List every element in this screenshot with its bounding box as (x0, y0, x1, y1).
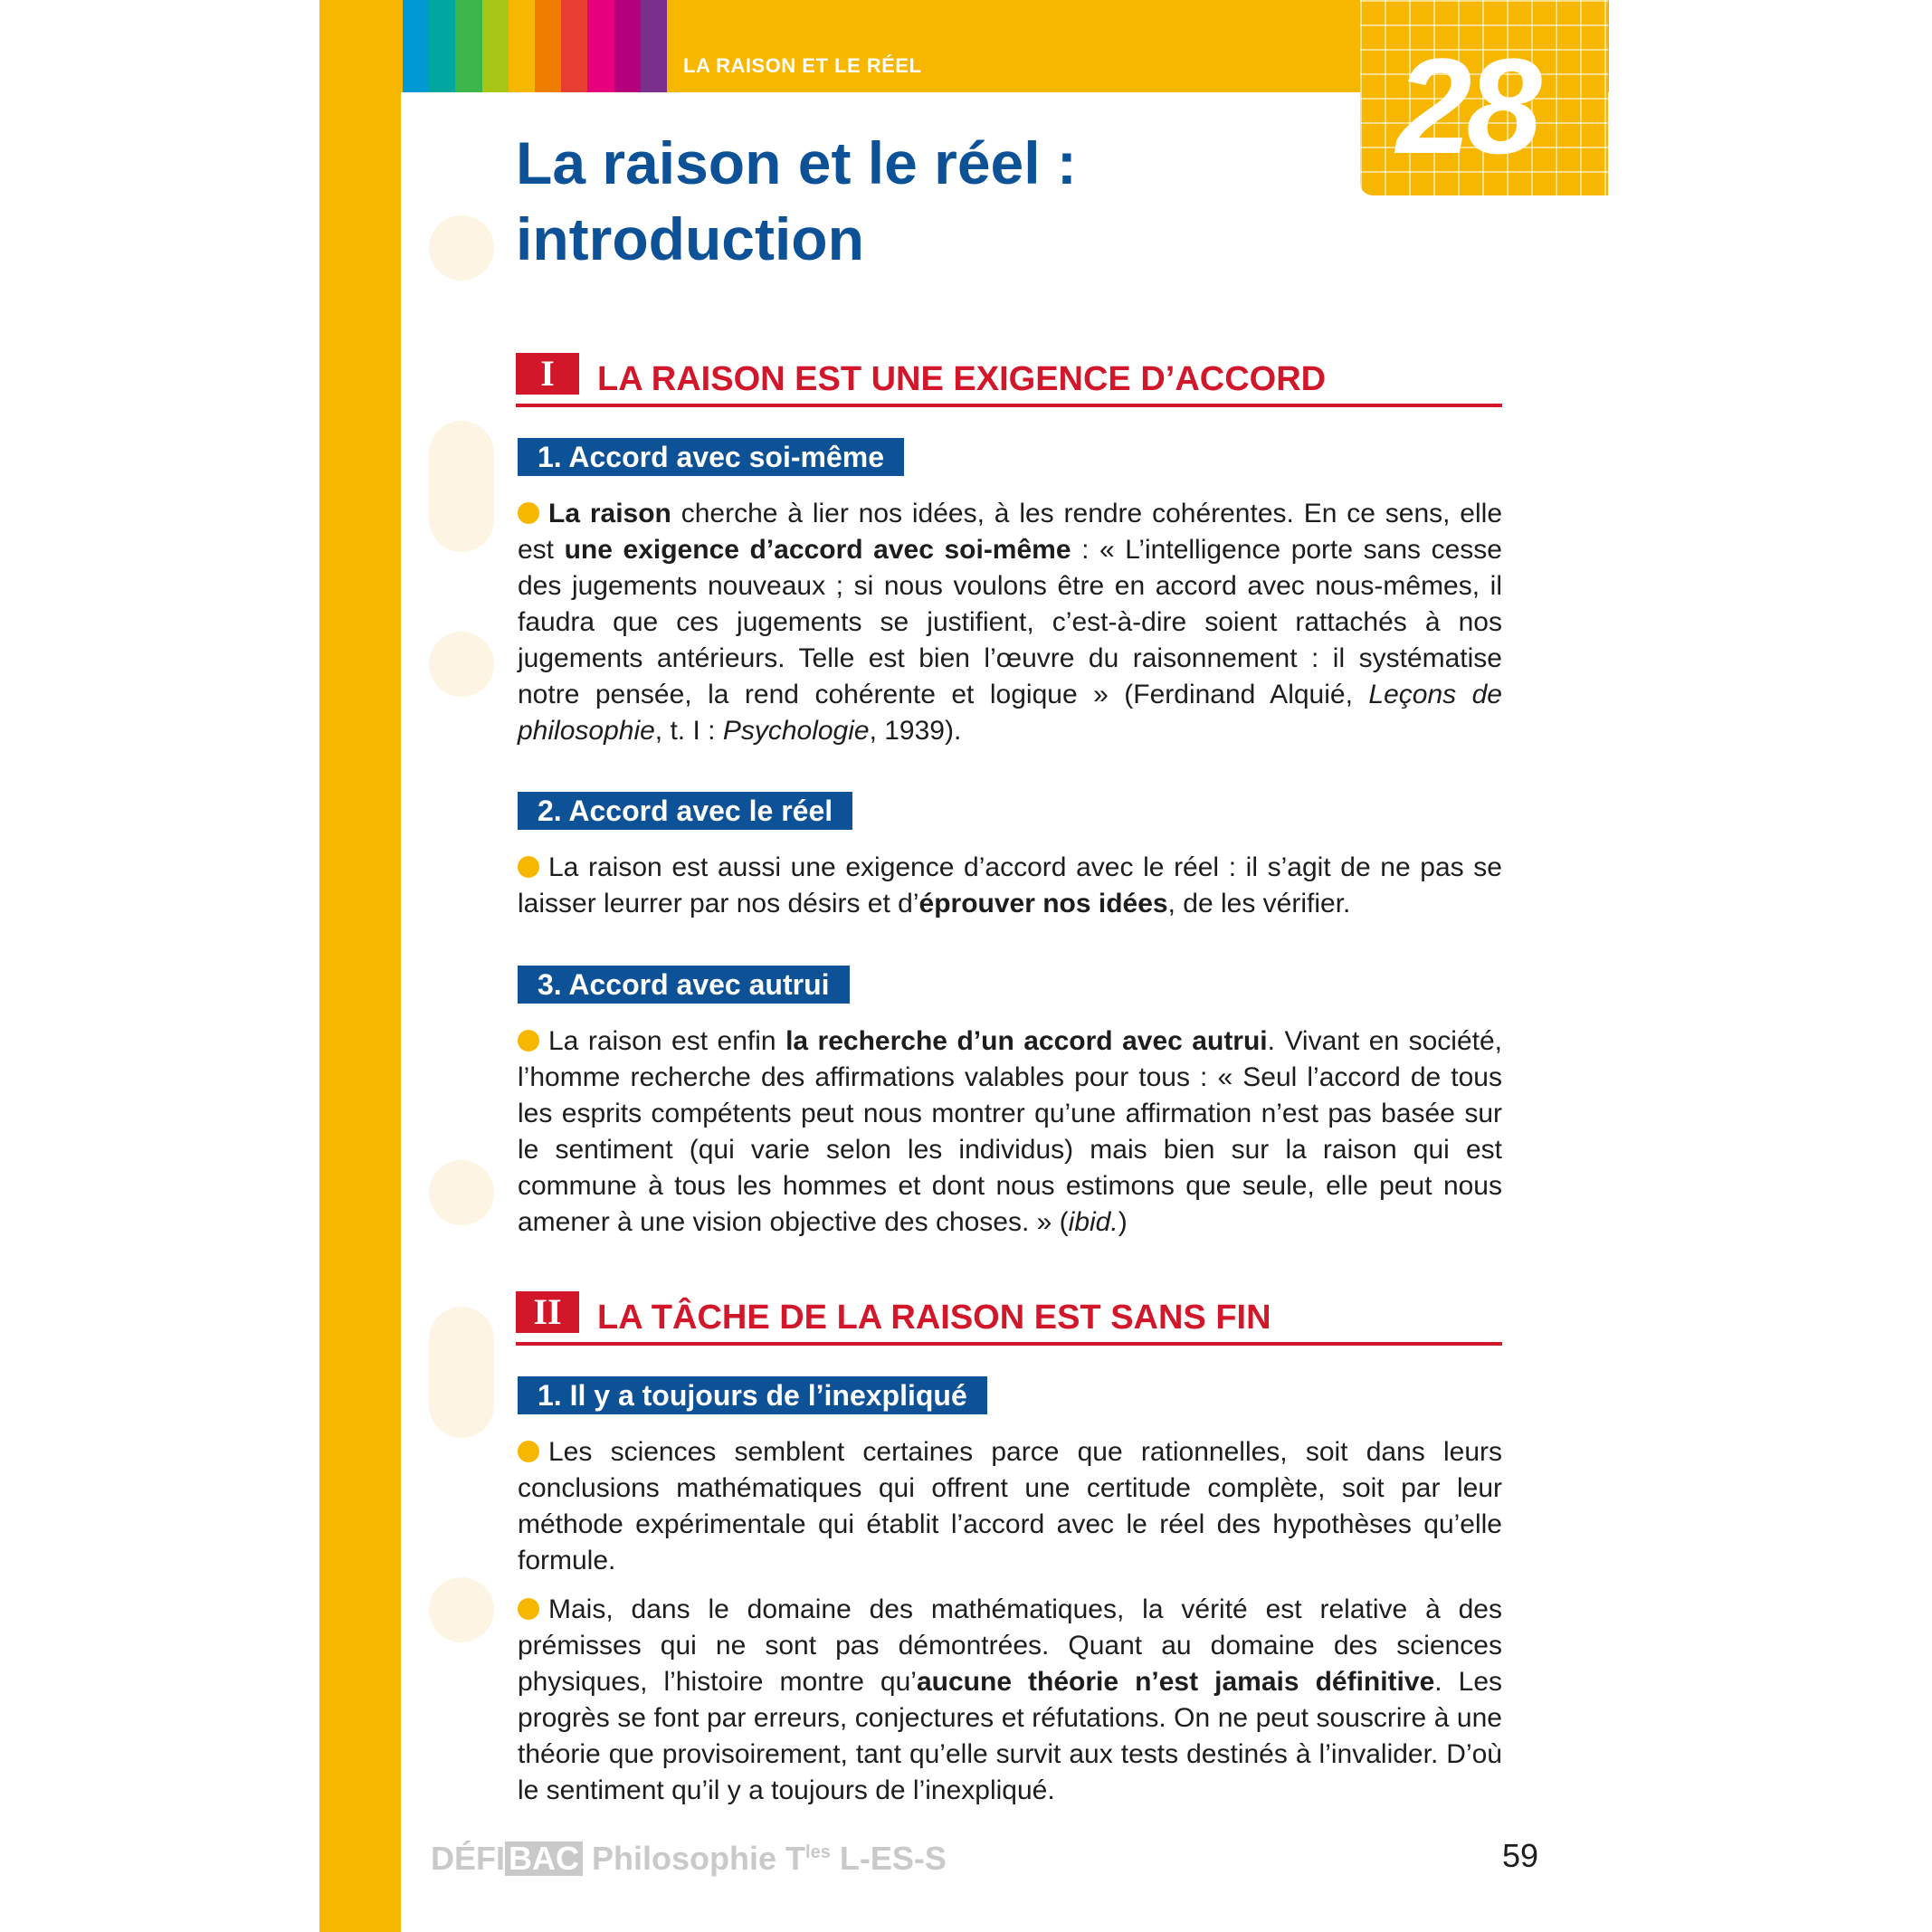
rainbow-stripe (587, 0, 614, 92)
text-run: . Les progrès se font par erreurs, conjectures et réfutations. On ne peut souscrire à une théorie que provisoirement, tant qu’elle survit aux tests destinés à l’invalider. D’où le sentiment qu’il y a toujours de l’inexpliqué. (518, 1667, 1503, 1805)
brand-sup: les (805, 1842, 831, 1862)
subsection-heading: 1. Accord avec soi-même (518, 438, 904, 476)
subsection-heading: 2. Accord avec le réel (518, 792, 852, 830)
punch-hole (429, 1307, 494, 1438)
page-number: 59 (1502, 1837, 1539, 1874)
bullet-icon (518, 1441, 539, 1462)
text-run: , t. I : (654, 716, 723, 746)
text-run: La raison est enfin (548, 1026, 786, 1056)
text-run: Les sciences semblent certaines parce que rationnelles, soit dans leurs conclusions mathématiques qui offrent une certitude complète, soit par leur méthode expérimentale qui établit l’accord avec le réel des hypothèses qu’elle formule. (518, 1437, 1502, 1575)
paragraph (518, 1434, 1502, 1579)
bold-text: la recherche d’un accord avec autrui (785, 1026, 1268, 1056)
paragraph (518, 1023, 1502, 1241)
brand-bac: BAC (505, 1842, 583, 1876)
bold-text: éprouver nos idées (918, 889, 1168, 918)
bold-text: aucune théorie n’est jamais définitive (916, 1667, 1435, 1697)
rainbow-stripe (455, 0, 481, 92)
rainbow-stripe (561, 0, 587, 92)
page-title-line2: introduction (516, 205, 864, 272)
text-run: , de les vérifier. (1167, 889, 1351, 918)
punch-hole (429, 1160, 494, 1225)
rainbow-stripe (509, 0, 535, 92)
brand-series: L-ES-S (839, 1840, 947, 1877)
punch-hole (429, 215, 494, 281)
chapter-number: 28 (1396, 30, 1537, 182)
section-number: II (516, 1291, 579, 1333)
bold-text: La raison (548, 499, 671, 528)
rainbow-stripe (614, 0, 641, 92)
chapter-tab (1360, 0, 1608, 195)
rainbow-stripe (482, 0, 509, 92)
text-run: : « L’intelligence porte sans cesse des jugements nouveaux ; si nous voulons être en accord avec nous-mêmes, il faudra que ces jugements se justifient, c’est-à-dire soient rattachés à nos jugements antérieurs. Telle est bien l’œuvre du raisonnement : il systématise notre pensée, la rend cohérente et logique » (Ferdinand Alquié, (518, 535, 1502, 709)
page-title-line1: La raison et le réel : (516, 129, 1077, 196)
section-title: LA TÂCHE DE LA RAISON EST SANS FIN (597, 1299, 1271, 1337)
brand-defi: DÉFI (431, 1840, 506, 1877)
section-heading (516, 353, 1502, 407)
rainbow-stripe (535, 0, 561, 92)
bold-text: une exigence d’accord avec soi-même (564, 535, 1071, 565)
footer-brand (431, 1840, 947, 1878)
section-title: LA RAISON EST UNE EXIGENCE D’ACCORD (597, 360, 1327, 398)
section-heading (516, 1291, 1502, 1346)
subsection-heading: 3. Accord avec autrui (518, 966, 850, 1004)
punch-hole (429, 421, 494, 552)
left-margin-band (319, 0, 401, 1932)
paragraph (518, 850, 1502, 922)
punch-hole (429, 1577, 494, 1642)
italic-text: Psychologie (722, 716, 870, 746)
rainbow-stripes (403, 0, 667, 92)
bullet-icon (518, 1598, 539, 1620)
section-number: I (516, 353, 579, 395)
rainbow-stripe (429, 0, 455, 92)
italic-text: Leçons de philosophie (518, 680, 1502, 746)
bullet-icon (518, 856, 539, 878)
running-title: LA RAISON ET LE RÉEL (683, 54, 922, 77)
subsection-heading: 1. Il y a toujours de l’inexpliqué (518, 1376, 987, 1414)
italic-text: ibid. (1068, 1207, 1118, 1237)
text-run: , 1939). (869, 716, 962, 746)
rainbow-stripe (403, 0, 429, 92)
text-run: La raison est aussi une exigence d’accord avec le réel : il s’agit de ne pas se laisser leurrer par nos désirs et d’ (518, 852, 1502, 918)
text-run: ) (1118, 1207, 1128, 1237)
paragraph (518, 496, 1502, 749)
text-run: . Vivant en société, l’homme recherche des affirmations valables pour tous : « Seul l’accord de tous les esprits compétents peut nous montrer qu’une affirmation n’est pas basée sur le sentiment (qui varie selon les individus) mais bien sur la raison qui est commune à tous les hommes et dont nous estimons que seule, elle peut nous amener à une vision objective des choses. » ( (518, 1026, 1502, 1237)
bullet-icon (518, 502, 539, 524)
bullet-icon (518, 1030, 539, 1052)
paragraph (518, 1592, 1502, 1809)
text-run: cherche à lier nos idées, à les rendre cohérentes. En ce sens, elle est (518, 499, 1503, 565)
page-title (516, 125, 1240, 277)
brand-subject: Philosophie T (592, 1840, 806, 1877)
rainbow-stripe (641, 0, 667, 92)
punch-hole (429, 632, 494, 697)
text-run: Mais, dans le domaine des mathématiques, la vérité est relative à des prémisses qui ne sont pas démontrées. Quant au domaine des sciences physiques, l’histoire montre qu’ (518, 1594, 1502, 1697)
